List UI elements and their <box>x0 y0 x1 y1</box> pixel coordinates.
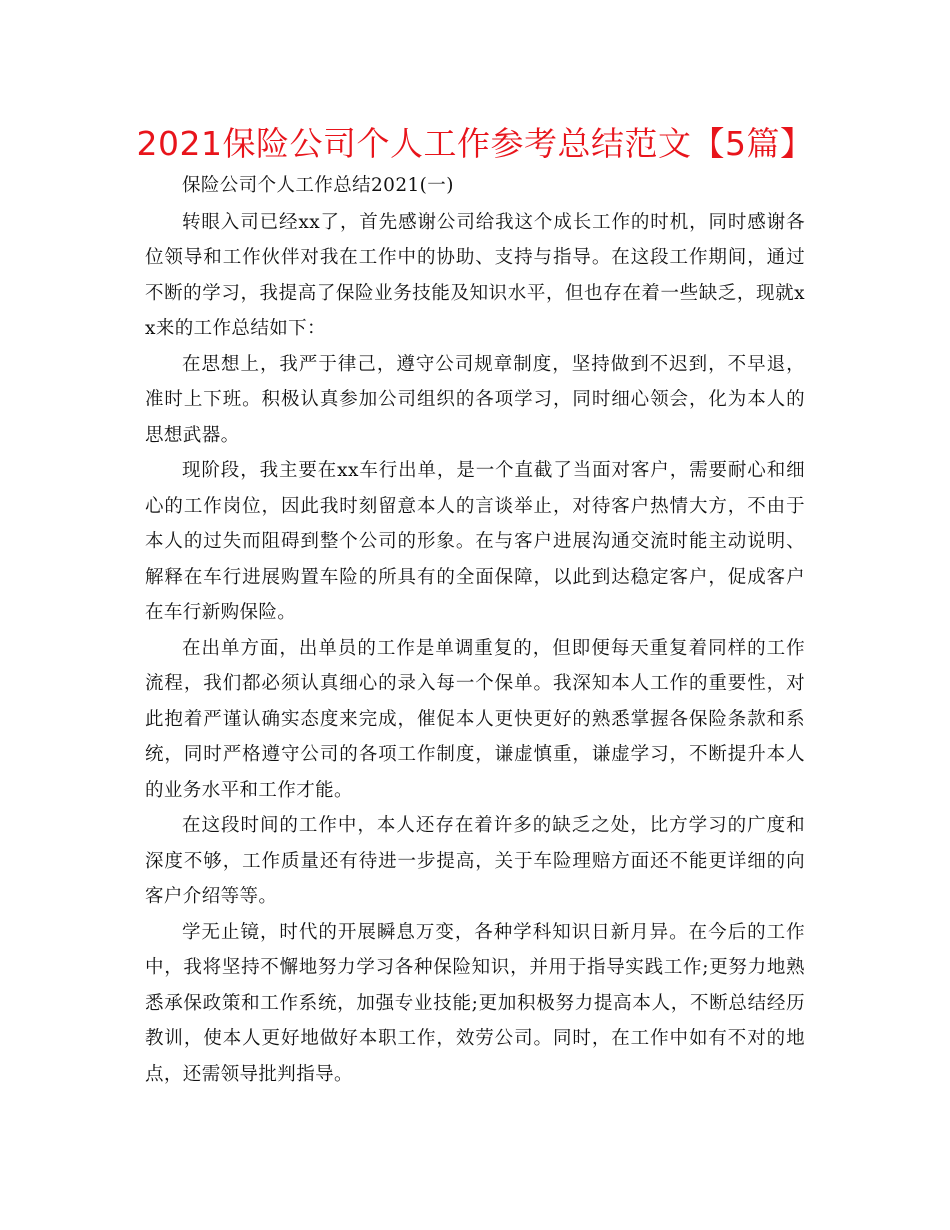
body-paragraph: 在出单方面，出单员的工作是单调重复的，但即便每天重复着同样的工作流程，我们都必须认真细心的录入每一个保单。我深知本人工作的重要性，对此抱着严谨认确实态度来完成，催促本人更快更好的熟悉掌握各保险条款和系统，同时严格遵守公司的各项工作制度，谦虚慎重，谦虚学习，不断提升本人的业务水平和工作才能。 <box>145 637 805 801</box>
section-heading: 保险公司个人工作总结2021(一) <box>182 175 454 196</box>
body-paragraph: 在思想上，我严于律己，遵守公司规章制度，坚持做到不迟到，不早退，准时上下班。积极认真参加公司组织的各项学习，同时细心领会，化为本人的思想武器。 <box>145 353 805 446</box>
body-paragraph: 现阶段，我主要在xx车行出单，是一个直截了当面对客户，需要耐心和细心的工作岗位，因此我时刻留意本人的言谈举止，对待客户热情大方，不由于本人的过失而阻碍到整个公司的形象。在与客户进展沟通交流时能主动说明、解释在车行进展购置车险的所具有的全面保障，以此到达稳定客户，促成客户在车行新购保险。 <box>145 460 805 623</box>
body-paragraph: 在这段时间的工作中，本人还存在着许多的缺乏之处，比方学习的广度和深度不够，工作质量还有待进一步提高，关于车险理赔方面还不能更详细的向客户介绍等等。 <box>145 815 805 907</box>
body-paragraph: 转眼入司已经xx了，首先感谢公司给我这个成长工作的时机，同时感谢各位领导和工作伙伴对我在工作中的协助、支持与指导。在这段工作期间，通过不断的学习，我提高了保险业务技能及知识水平，但也存在着一些缺乏，现就xx来的工作总结如下： <box>145 211 805 339</box>
document-title: 2021保险公司个人工作参考总结范文【5篇】 <box>136 124 814 163</box>
document-body <box>145 168 805 1092</box>
body-paragraph: 学无止镜，时代的开展瞬息万变，各种学科知识日新月异。在今后的工作中，我将坚持不懈地努力学习各种保险知识，并用于指导实践工作;更努力地熟悉承保政策和工作系统，加强专业技能;更加积极努力提高本人，不断总结经历教训，使本人更好地做好本职工作，效劳公司。同时，在工作中如有不对的地点，还需领导批判指导。 <box>145 921 805 1085</box>
